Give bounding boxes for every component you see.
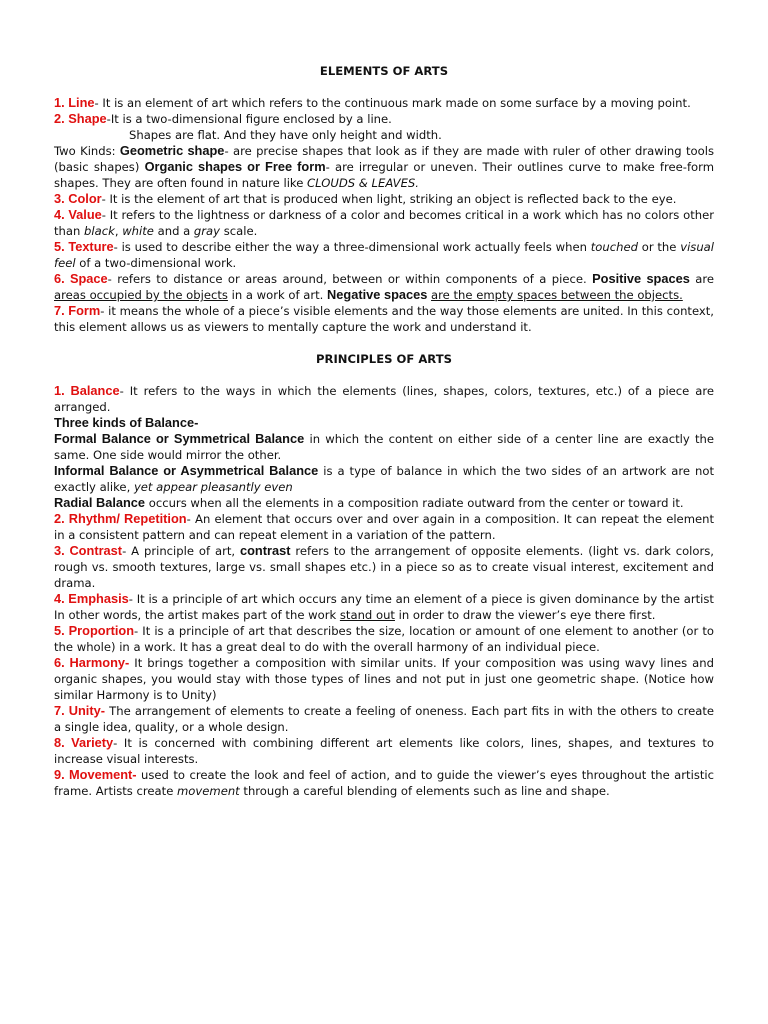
term-informal: Informal Balance or Asymmetrical Balance <box>54 463 319 478</box>
principle-emphasis <box>54 591 714 623</box>
principle-unity <box>54 703 714 735</box>
principles-heading: PRINCIPLES OF ARTS <box>316 352 452 366</box>
def-formal: in which the content on either side of a center line are exactly the same. One side would mirror the other. <box>54 432 714 462</box>
informal-italic: yet appear pleasantly even <box>133 480 293 494</box>
informal-balance <box>54 463 714 495</box>
def-contrast-2: refers to the arrangement of opposite elements. (light vs. dark colors, rough vs. smooth textures, large vs. small shapes etc.) in a piece so as to create visual interest, excitement and drama. <box>54 544 714 590</box>
movement-italic: movement <box>177 784 240 798</box>
term-color: 3. Color <box>54 191 102 206</box>
term-proportion: 5. Proportion <box>54 623 135 638</box>
space-mid: in a work of art. <box>227 288 328 302</box>
elements-heading: ELEMENTS OF ARTS <box>319 64 449 78</box>
term-formal: Formal Balance or Symmetrical Balance <box>54 431 305 446</box>
kinds-prefix: Two Kinds: <box>54 144 120 158</box>
term-contrast: 3. Contrast <box>54 543 123 558</box>
def-form: - it means the whole of a piece’s visible elements and the way those elements are united. In this context, this element allows us as viewers to mentally capture the work and understand it. <box>54 304 714 334</box>
term-line: 1. Line <box>54 95 95 110</box>
def-organic: - are irregular or uneven. Their outlines curve to make free-form shapes. They are often found in nature like <box>54 160 714 190</box>
term-geometric: Geometric shape <box>119 143 225 158</box>
def-unity: The arrangement of elements to create a feeling of oneness. Each part fits in with the others to create a single idea, quality, or a whole design. <box>54 704 714 734</box>
def-contrast: - A principle of art, <box>122 544 240 558</box>
def-movement-end: through a careful blending of elements such as line and shape. <box>239 784 610 798</box>
term-positive-spaces: Positive spaces <box>592 271 690 286</box>
principle-movement <box>54 767 714 799</box>
term-radial: Radial Balance <box>54 495 146 510</box>
contrast-bold: contrast <box>239 543 291 558</box>
def-variety: - It is concerned with combining different art elements like colors, lines, shapes, and textures to increase visual interests. <box>54 736 714 766</box>
def-radial: occurs when all the elements in a composition radiate outward from the center or toward it. <box>145 496 684 510</box>
element-form <box>54 303 714 335</box>
def-line: - It is an element of art which refers to the continuous mark made on some surface by a moving point. <box>94 96 691 110</box>
def-geometric: - are precise shapes that look as if they are made with ruler of other drawing tools (basic shapes) <box>54 144 714 174</box>
def-value: - It refers to the lightness or darkness of a color and becomes critical in a work which has no colors other than <box>54 208 714 238</box>
term-unity: 7. Unity- <box>54 703 105 718</box>
term-form: 7. Form <box>54 303 101 318</box>
principle-variety <box>54 735 714 767</box>
def-proportion: - It is a principle of art that describes the size, location or amount of one element to another (or to the whole) in a work. It has a great deal to do with the overall harmony of an individual piece. <box>54 624 715 654</box>
def-informal: is a type of balance in which the two sides of an artwork are not exactly alike, <box>54 464 714 494</box>
element-texture <box>54 239 714 271</box>
element-value <box>54 207 714 239</box>
value-end: scale. <box>220 224 258 238</box>
texture-visual-feel: visual feel <box>54 240 714 270</box>
term-movement: 9. Movement- <box>54 767 137 782</box>
term-negative-spaces: Negative spaces <box>327 287 428 302</box>
principle-proportion <box>54 623 714 655</box>
element-shape-kinds <box>54 143 714 191</box>
element-line <box>54 95 714 111</box>
texture-touched: touched <box>590 240 638 254</box>
term-balance: 1. Balance <box>54 383 120 398</box>
radial-balance <box>54 495 714 511</box>
element-color <box>54 191 714 207</box>
term-emphasis: 4. Emphasis <box>54 591 129 606</box>
principle-contrast <box>54 543 714 591</box>
def-balance: - It refers to the ways in which the elements (lines, shapes, colors, textures, etc.) of a piece are arranged. <box>54 384 714 414</box>
principle-balance <box>54 383 714 415</box>
term-shape: 2. Shape <box>54 111 107 126</box>
value-black: black <box>84 224 115 238</box>
term-value: 4. Value <box>54 207 102 222</box>
emphasis-underline: stand out <box>339 608 395 622</box>
def-rhythm: - An element that occurs over and over again in a composition. It can repeat the element in a consistent pattern and can repeat element in a variation of the pattern. <box>54 512 715 542</box>
def-harmony: It brings together a composition with similar units. If your composition was using wavy lines and organic shapes, you would stay with those types of lines and not put in just one geometric shape. (Notice how similar Harmony is to Unity) <box>54 656 714 702</box>
term-rhythm: 2. Rhythm/ Repetition <box>54 511 187 526</box>
def-shape: -It is a two-dimensional figure enclosed by a line. <box>106 112 392 126</box>
principle-harmony <box>54 655 714 703</box>
document-body <box>54 63 714 799</box>
def-texture: - is used to describe either the way a three-dimensional work actually feels when <box>113 240 591 254</box>
positive-def: areas occupied by the objects <box>54 288 228 302</box>
space-are: are <box>689 272 714 286</box>
element-shape-note: Shapes are flat. And they have only height and width. <box>129 128 442 142</box>
element-space <box>54 271 714 303</box>
def-emphasis: - It is a principle of art which occurs any time an element of a piece is given dominance by the artist In other words, the artist makes part of the work <box>54 592 714 622</box>
texture-end: of a two-dimensional work. <box>75 256 237 270</box>
principle-rhythm <box>54 511 714 543</box>
value-white: white <box>122 224 154 238</box>
value-sep2: and a <box>153 224 194 238</box>
term-space: 6. Space <box>54 271 108 286</box>
negative-def: are the empty spaces between the objects. <box>431 288 683 302</box>
term-organic: Organic shapes or Free form <box>144 159 326 174</box>
formal-balance <box>54 431 714 463</box>
three-kinds-balance: Three kinds of Balance- <box>54 415 199 430</box>
def-space: - refers to distance or areas around, between or within components of a piece. <box>107 272 593 286</box>
def-color: - It is the element of art that is produced when light, striking an object is reflected back to the eye. <box>101 192 677 206</box>
term-variety: 8. Variety <box>54 735 114 750</box>
element-shape <box>54 111 714 127</box>
organic-examples: CLOUDS & LEAVES. <box>307 176 419 190</box>
value-sep1: , <box>114 224 123 238</box>
term-texture: 5. Texture <box>54 239 114 254</box>
def-emphasis-end: in order to draw the viewer’s eye there first. <box>394 608 656 622</box>
texture-mid: or the <box>637 240 681 254</box>
term-harmony: 6. Harmony- <box>54 655 130 670</box>
value-gray: gray <box>193 224 221 238</box>
def-movement: used to create the look and feel of action, and to guide the viewer’s eyes throughout the artistic frame. Artists create <box>54 768 714 798</box>
